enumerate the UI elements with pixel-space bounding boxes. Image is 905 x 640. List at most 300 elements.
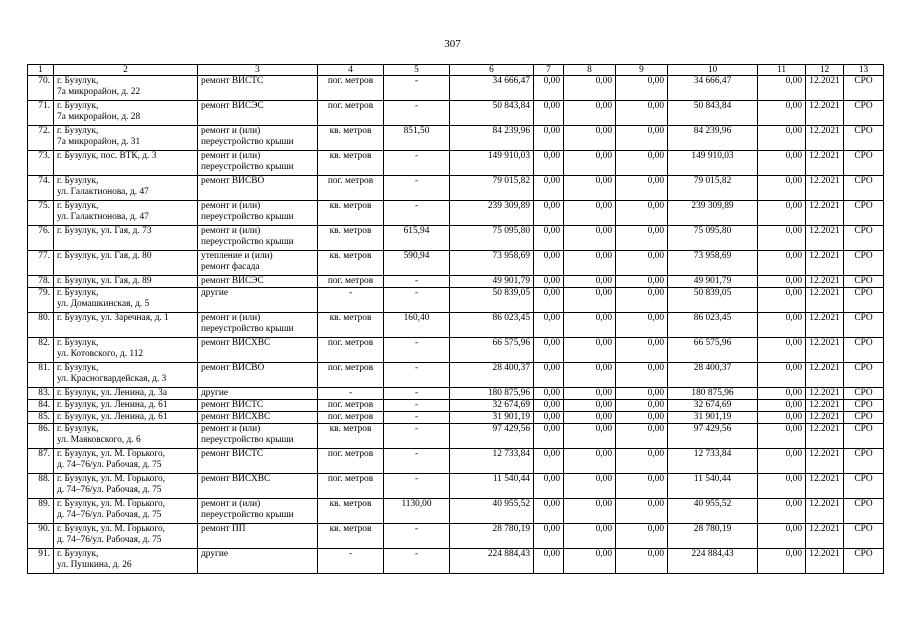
total-cost-cell: 66 575,96 xyxy=(450,338,534,363)
work-type-cell xyxy=(198,388,318,400)
col11-cell: 0,00 xyxy=(758,101,806,126)
col10-cell: 50 839,05 xyxy=(668,288,758,313)
quantity-cell: - xyxy=(384,276,450,288)
table-row xyxy=(28,101,884,126)
col10-cell: 239 309,89 xyxy=(668,201,758,226)
col10-cell: 34 666,47 xyxy=(668,76,758,101)
address-line: г. Бузулук, ул. М. Горького, xyxy=(57,449,166,459)
unit-cell: кв. метров xyxy=(318,251,384,276)
table-row xyxy=(28,151,884,176)
work-type-line: ремонт ВИСВО xyxy=(201,363,265,373)
address-line: г. Бузулук, ул. Заречная, д. 1 xyxy=(57,313,169,323)
col7-cell: 0,00 xyxy=(534,499,564,524)
col11-cell: 0,00 xyxy=(758,424,806,449)
address-cell xyxy=(54,363,198,388)
funding-source-cell: СРО xyxy=(844,388,884,400)
unit-cell: кв. метров xyxy=(318,151,384,176)
address-line: г. Бузулук, ул. Ленина, д. 61 xyxy=(57,412,168,422)
col7-cell: 0,00 xyxy=(534,524,564,549)
work-type-line: переустройство крыши xyxy=(201,137,294,147)
column-number: 9 xyxy=(616,65,668,76)
table-row xyxy=(28,499,884,524)
work-type-cell xyxy=(198,288,318,313)
work-type-line: ремонт и (или) xyxy=(201,226,261,236)
col10-cell: 11 540,44 xyxy=(668,474,758,499)
col8-cell: 0,00 xyxy=(564,338,616,363)
total-cost-cell: 224 884,43 xyxy=(450,549,534,574)
col10-cell: 28 400,37 xyxy=(668,363,758,388)
col11-cell: 0,00 xyxy=(758,276,806,288)
col8-cell: 0,00 xyxy=(564,412,616,424)
row-number-cell: 91. xyxy=(28,549,54,574)
work-type-cell xyxy=(198,101,318,126)
address-line: г. Бузулук, xyxy=(57,101,99,111)
col7-cell: 0,00 xyxy=(534,126,564,151)
col11-cell: 0,00 xyxy=(758,126,806,151)
address-cell xyxy=(54,76,198,101)
col9-cell: 0,00 xyxy=(616,288,668,313)
funding-source-cell: СРО xyxy=(844,276,884,288)
work-type-cell xyxy=(198,276,318,288)
unit-cell: пог. метров xyxy=(318,474,384,499)
total-cost-cell: 11 540,44 xyxy=(450,474,534,499)
col8-cell: 0,00 xyxy=(564,524,616,549)
address-line: д. 74–76/ул. Рабочая, д. 75 xyxy=(57,485,162,495)
funding-source-cell: СРО xyxy=(844,549,884,574)
row-number-cell: 81. xyxy=(28,363,54,388)
column-number: 4 xyxy=(318,65,384,76)
row-number-cell: 83. xyxy=(28,388,54,400)
work-type-line: переустройство крыши xyxy=(201,435,294,445)
column-number: 5 xyxy=(384,65,450,76)
col8-cell: 0,00 xyxy=(564,288,616,313)
address-line: ул. Галактионова, д. 47 xyxy=(57,187,149,197)
unit-cell: - xyxy=(318,288,384,313)
unit-cell: кв. метров xyxy=(318,313,384,338)
address-cell xyxy=(54,524,198,549)
funding-source-cell: СРО xyxy=(844,201,884,226)
total-cost-cell: 50 843,84 xyxy=(450,101,534,126)
quantity-cell: - xyxy=(384,176,450,201)
col9-cell: 0,00 xyxy=(616,549,668,574)
col8-cell: 0,00 xyxy=(564,76,616,101)
row-number-cell: 89. xyxy=(28,499,54,524)
unit-cell: кв. метров xyxy=(318,499,384,524)
funding-source-cell: СРО xyxy=(844,363,884,388)
work-type-line: другие xyxy=(201,288,229,298)
col7-cell: 0,00 xyxy=(534,313,564,338)
col10-cell: 75 095,80 xyxy=(668,226,758,251)
col9-cell: 0,00 xyxy=(616,338,668,363)
table-row xyxy=(28,338,884,363)
work-type-line: ремонт ВИСХВС xyxy=(201,474,271,484)
completion-date-cell: 12.2021 xyxy=(806,549,844,574)
col7-cell: 0,00 xyxy=(534,176,564,201)
work-type-line: ремонт ВИСТС xyxy=(201,449,264,459)
col7-cell: 0,00 xyxy=(534,251,564,276)
funding-source-cell: СРО xyxy=(844,338,884,363)
col11-cell: 0,00 xyxy=(758,288,806,313)
completion-date-cell: 12.2021 xyxy=(806,313,844,338)
funding-source-cell: СРО xyxy=(844,474,884,499)
work-type-line: ремонт фасада xyxy=(201,262,260,272)
work-type-line: ремонт ВИСЭС xyxy=(201,101,264,111)
col11-cell: 0,00 xyxy=(758,151,806,176)
work-type-line: другие xyxy=(201,549,229,559)
funding-source-cell: СРО xyxy=(844,151,884,176)
col11-cell: 0,00 xyxy=(758,400,806,412)
unit-cell: пог. метров xyxy=(318,400,384,412)
funding-source-cell: СРО xyxy=(844,400,884,412)
col11-cell: 0,00 xyxy=(758,226,806,251)
total-cost-cell: 73 958,69 xyxy=(450,251,534,276)
table-row xyxy=(28,126,884,151)
address-cell xyxy=(54,338,198,363)
row-number-cell: 78. xyxy=(28,276,54,288)
quantity-cell: 160,40 xyxy=(384,313,450,338)
table-row xyxy=(28,226,884,251)
address-cell xyxy=(54,151,198,176)
row-number-cell: 87. xyxy=(28,449,54,474)
table-row xyxy=(28,400,884,412)
total-cost-cell: 40 955,52 xyxy=(450,499,534,524)
col7-cell: 0,00 xyxy=(534,449,564,474)
col7-cell: 0,00 xyxy=(534,474,564,499)
work-type-line: переустройство крыши xyxy=(201,237,294,247)
total-cost-cell: 75 095,80 xyxy=(450,226,534,251)
column-number: 11 xyxy=(758,65,806,76)
col8-cell: 0,00 xyxy=(564,499,616,524)
col11-cell: 0,00 xyxy=(758,201,806,226)
col8-cell: 0,00 xyxy=(564,101,616,126)
total-cost-cell: 34 666,47 xyxy=(450,76,534,101)
col8-cell: 0,00 xyxy=(564,400,616,412)
unit-cell: кв. метров xyxy=(318,424,384,449)
col9-cell: 0,00 xyxy=(616,101,668,126)
col7-cell: 0,00 xyxy=(534,101,564,126)
unit-cell: пог. метров xyxy=(318,176,384,201)
address-line: г. Бузулук, xyxy=(57,424,99,434)
funding-source-cell: СРО xyxy=(844,524,884,549)
row-number-cell: 79. xyxy=(28,288,54,313)
col9-cell: 0,00 xyxy=(616,400,668,412)
col8-cell: 0,00 xyxy=(564,276,616,288)
col7-cell: 0,00 xyxy=(534,363,564,388)
col10-cell: 50 843,84 xyxy=(668,101,758,126)
row-number-cell: 90. xyxy=(28,524,54,549)
completion-date-cell: 12.2021 xyxy=(806,400,844,412)
funding-source-cell: СРО xyxy=(844,126,884,151)
column-number: 8 xyxy=(564,65,616,76)
address-line: ул. Галактионова, д. 47 xyxy=(57,212,149,222)
col7-cell: 0,00 xyxy=(534,201,564,226)
col8-cell: 0,00 xyxy=(564,251,616,276)
col11-cell: 0,00 xyxy=(758,313,806,338)
row-number-cell: 73. xyxy=(28,151,54,176)
completion-date-cell: 12.2021 xyxy=(806,412,844,424)
work-type-cell xyxy=(198,151,318,176)
column-number: 1 xyxy=(28,65,54,76)
col11-cell: 0,00 xyxy=(758,499,806,524)
work-type-line: ремонт и (или) xyxy=(201,126,261,136)
address-line: г. Бузулук, ул. Гая, д. 89 xyxy=(57,276,152,286)
completion-date-cell: 12.2021 xyxy=(806,524,844,549)
col10-cell: 180 875,96 xyxy=(668,388,758,400)
address-cell xyxy=(54,549,198,574)
funding-source-cell: СРО xyxy=(844,499,884,524)
completion-date-cell: 12.2021 xyxy=(806,363,844,388)
work-type-line: другие xyxy=(201,388,229,398)
quantity-cell: 590,94 xyxy=(384,251,450,276)
work-type-line: ремонт ВИСТС xyxy=(201,76,264,86)
col7-cell: 0,00 xyxy=(534,76,564,101)
table-row xyxy=(28,549,884,574)
col8-cell: 0,00 xyxy=(564,424,616,449)
quantity-cell: - xyxy=(384,549,450,574)
address-line: д. 74–76/ул. Рабочая, д. 75 xyxy=(57,460,162,470)
row-number-cell: 80. xyxy=(28,313,54,338)
work-type-cell xyxy=(198,474,318,499)
work-type-cell xyxy=(198,412,318,424)
completion-date-cell: 12.2021 xyxy=(806,499,844,524)
address-line: г. Бузулук, ул. Гая, д. 73 xyxy=(57,226,152,236)
col8-cell: 0,00 xyxy=(564,176,616,201)
row-number-cell: 72. xyxy=(28,126,54,151)
completion-date-cell: 12.2021 xyxy=(806,201,844,226)
address-cell xyxy=(54,176,198,201)
address-line: 7а микрорайон, д. 28 xyxy=(57,112,141,122)
row-number-cell: 75. xyxy=(28,201,54,226)
completion-date-cell: 12.2021 xyxy=(806,101,844,126)
col10-cell: 224 884,43 xyxy=(668,549,758,574)
col9-cell: 0,00 xyxy=(616,363,668,388)
quantity-cell: - xyxy=(384,474,450,499)
address-cell xyxy=(54,288,198,313)
funding-source-cell: СРО xyxy=(844,412,884,424)
funding-source-cell: СРО xyxy=(844,226,884,251)
col8-cell: 0,00 xyxy=(564,126,616,151)
total-cost-cell: 180 875,96 xyxy=(450,388,534,400)
work-type-cell xyxy=(198,449,318,474)
col11-cell: 0,00 xyxy=(758,338,806,363)
unit-cell: пог. метров xyxy=(318,449,384,474)
column-number: 2 xyxy=(54,65,198,76)
col10-cell: 79 015,82 xyxy=(668,176,758,201)
address-line: г. Бузулук, xyxy=(57,76,99,86)
total-cost-cell: 50 839,05 xyxy=(450,288,534,313)
col8-cell: 0,00 xyxy=(564,449,616,474)
table-row xyxy=(28,276,884,288)
unit-cell: кв. метров xyxy=(318,126,384,151)
column-number: 10 xyxy=(668,65,758,76)
work-type-cell xyxy=(198,549,318,574)
col8-cell: 0,00 xyxy=(564,201,616,226)
address-cell xyxy=(54,226,198,251)
table-row xyxy=(28,76,884,101)
work-type-line: ремонт ВИСЭС xyxy=(201,276,264,286)
address-line: ул. Маяковского, д. 6 xyxy=(57,435,141,445)
col9-cell: 0,00 xyxy=(616,424,668,449)
completion-date-cell: 12.2021 xyxy=(806,151,844,176)
col7-cell: 0,00 xyxy=(534,338,564,363)
address-line: г. Бузулук, xyxy=(57,126,99,136)
quantity-cell: 615,94 xyxy=(384,226,450,251)
work-type-cell xyxy=(198,201,318,226)
total-cost-cell: 31 901,19 xyxy=(450,412,534,424)
quantity-cell: - xyxy=(384,388,450,400)
col10-cell: 40 955,52 xyxy=(668,499,758,524)
address-cell xyxy=(54,474,198,499)
work-type-line: переустройство крыши xyxy=(201,324,294,334)
row-number-cell: 76. xyxy=(28,226,54,251)
completion-date-cell: 12.2021 xyxy=(806,276,844,288)
col8-cell: 0,00 xyxy=(564,363,616,388)
col11-cell: 0,00 xyxy=(758,363,806,388)
address-cell xyxy=(54,499,198,524)
work-type-line: ремонт и (или) xyxy=(201,424,261,434)
unit-cell: - xyxy=(318,388,384,400)
unit-cell: пог. метров xyxy=(318,101,384,126)
col11-cell: 0,00 xyxy=(758,251,806,276)
quantity-cell: - xyxy=(384,201,450,226)
total-cost-cell: 32 674,69 xyxy=(450,400,534,412)
column-number: 6 xyxy=(450,65,534,76)
capital-repair-table xyxy=(27,64,884,574)
quantity-cell: - xyxy=(384,151,450,176)
quantity-cell: 851,50 xyxy=(384,126,450,151)
table-row xyxy=(28,424,884,449)
col11-cell: 0,00 xyxy=(758,524,806,549)
address-cell xyxy=(54,101,198,126)
col10-cell: 73 958,69 xyxy=(668,251,758,276)
col10-cell: 28 780,19 xyxy=(668,524,758,549)
funding-source-cell: СРО xyxy=(844,76,884,101)
col11-cell: 0,00 xyxy=(758,474,806,499)
work-type-line: ремонт и (или) xyxy=(201,313,261,323)
col8-cell: 0,00 xyxy=(564,474,616,499)
col9-cell: 0,00 xyxy=(616,126,668,151)
column-number: 3 xyxy=(198,65,318,76)
quantity-cell: - xyxy=(384,338,450,363)
work-type-cell xyxy=(198,251,318,276)
col11-cell: 0,00 xyxy=(758,176,806,201)
col10-cell: 49 901,79 xyxy=(668,276,758,288)
total-cost-cell: 149 910,03 xyxy=(450,151,534,176)
table-row xyxy=(28,412,884,424)
address-line: г. Бузулук, xyxy=(57,363,99,373)
address-line: г. Бузулук, ул. М. Горького, xyxy=(57,524,166,534)
col10-cell: 84 239,96 xyxy=(668,126,758,151)
address-line: г. Бузулук, xyxy=(57,549,99,559)
work-type-cell xyxy=(198,499,318,524)
col10-cell: 86 023,45 xyxy=(668,313,758,338)
work-type-cell xyxy=(198,338,318,363)
table-row xyxy=(28,449,884,474)
row-number-cell: 85. xyxy=(28,412,54,424)
work-type-cell xyxy=(198,313,318,338)
address-line: д. 74–76/ул. Рабочая, д. 75 xyxy=(57,510,162,520)
funding-source-cell: СРО xyxy=(844,176,884,201)
table-row xyxy=(28,524,884,549)
address-line: ул. Котовского, д. 112 xyxy=(57,349,144,359)
col8-cell: 0,00 xyxy=(564,549,616,574)
address-cell xyxy=(54,126,198,151)
col9-cell: 0,00 xyxy=(616,276,668,288)
col9-cell: 0,00 xyxy=(616,388,668,400)
total-cost-cell: 28 780,19 xyxy=(450,524,534,549)
work-type-line: переустройство крыши xyxy=(201,162,294,172)
quantity-cell: - xyxy=(384,101,450,126)
funding-source-cell: СРО xyxy=(844,288,884,313)
column-number-header-row xyxy=(28,65,884,76)
col10-cell: 32 674,69 xyxy=(668,400,758,412)
completion-date-cell: 12.2021 xyxy=(806,126,844,151)
address-line: ул. Пушкина, д. 26 xyxy=(57,560,132,570)
address-line: г. Бузулук, xyxy=(57,288,99,298)
col7-cell: 0,00 xyxy=(534,388,564,400)
address-cell xyxy=(54,201,198,226)
col11-cell: 0,00 xyxy=(758,412,806,424)
col9-cell: 0,00 xyxy=(616,176,668,201)
address-cell xyxy=(54,449,198,474)
row-number-cell: 84. xyxy=(28,400,54,412)
unit-cell: пог. метров xyxy=(318,76,384,101)
col7-cell: 0,00 xyxy=(534,400,564,412)
quantity-cell: - xyxy=(384,363,450,388)
col11-cell: 0,00 xyxy=(758,449,806,474)
address-line: г. Бузулук, ул. М. Горького, xyxy=(57,474,166,484)
address-cell xyxy=(54,313,198,338)
col10-cell: 12 733,84 xyxy=(668,449,758,474)
page-number: 307 xyxy=(444,38,461,50)
completion-date-cell: 12.2021 xyxy=(806,388,844,400)
quantity-cell: - xyxy=(384,412,450,424)
col11-cell: 0,00 xyxy=(758,388,806,400)
address-line: 7а микрорайон, д. 22 xyxy=(57,87,141,97)
quantity-cell: - xyxy=(384,400,450,412)
work-type-cell xyxy=(198,524,318,549)
quantity-cell: 1130,00 xyxy=(384,499,450,524)
col9-cell: 0,00 xyxy=(616,76,668,101)
col7-cell: 0,00 xyxy=(534,288,564,313)
table-row xyxy=(28,201,884,226)
unit-cell: пог. метров xyxy=(318,276,384,288)
completion-date-cell: 12.2021 xyxy=(806,226,844,251)
funding-source-cell: СРО xyxy=(844,449,884,474)
work-type-line: ремонт ВИСХВС xyxy=(201,412,271,422)
address-line: д. 74–76/ул. Рабочая, д. 75 xyxy=(57,535,162,545)
address-line: г. Бузулук, ул. Ленина, д. 61 xyxy=(57,400,168,410)
column-number: 12 xyxy=(806,65,844,76)
work-type-cell xyxy=(198,76,318,101)
address-cell xyxy=(54,424,198,449)
total-cost-cell: 79 015,82 xyxy=(450,176,534,201)
row-number-cell: 77. xyxy=(28,251,54,276)
funding-source-cell: СРО xyxy=(844,101,884,126)
row-number-cell: 86. xyxy=(28,424,54,449)
address-cell xyxy=(54,251,198,276)
address-line: г. Бузулук, xyxy=(57,338,99,348)
address-line: ул. Красногвардейская, д. 3 xyxy=(57,374,167,384)
address-line: г. Бузулук, xyxy=(57,201,99,211)
completion-date-cell: 12.2021 xyxy=(806,449,844,474)
funding-source-cell: СРО xyxy=(844,313,884,338)
address-line: г. Бузулук, ул. М. Горького, xyxy=(57,499,166,509)
address-cell xyxy=(54,400,198,412)
unit-cell: пог. метров xyxy=(318,363,384,388)
funding-source-cell: СРО xyxy=(844,251,884,276)
table-row xyxy=(28,313,884,338)
